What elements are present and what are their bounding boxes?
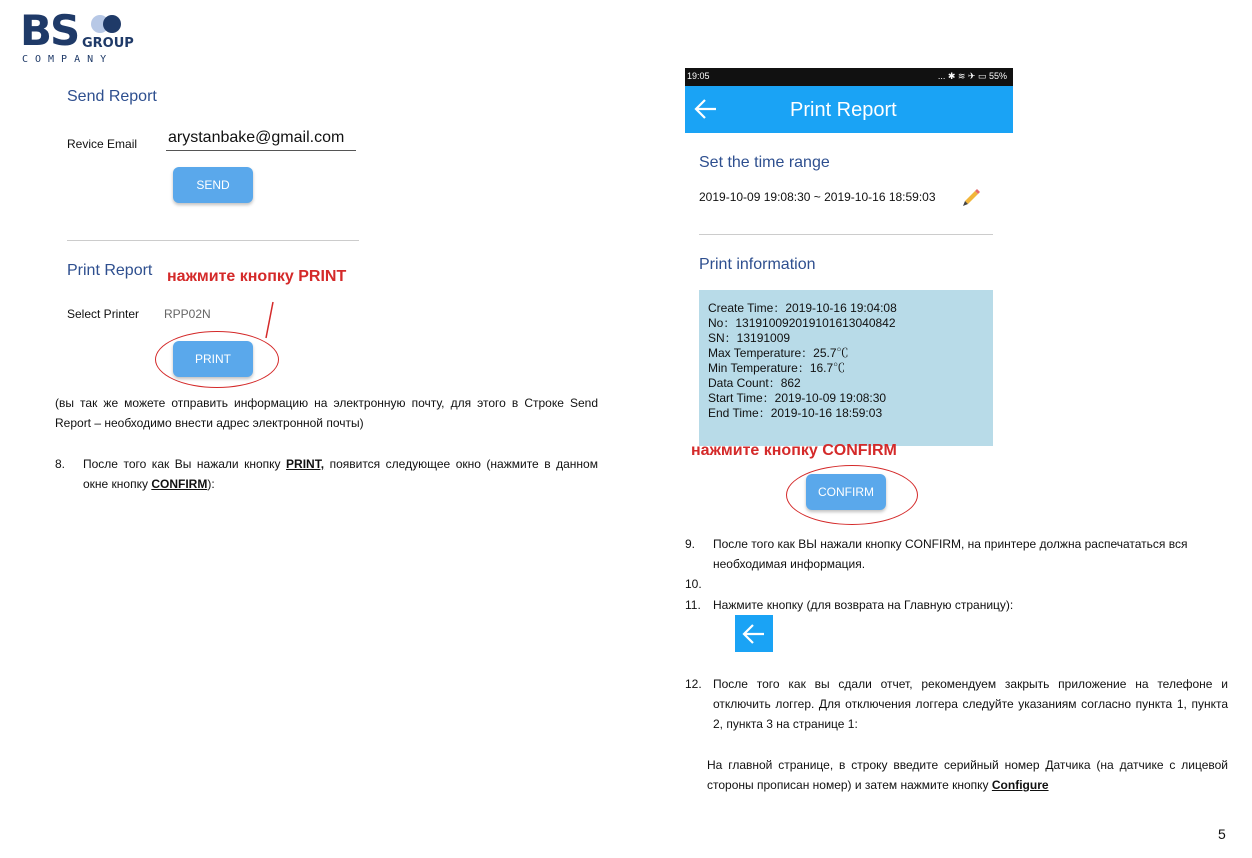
info-line: Data Count：862 <box>708 376 801 390</box>
info-line: Min Temperature：16.7℃ <box>708 361 846 375</box>
info-line: Create Time：2019-10-16 19:04:08 <box>708 301 897 315</box>
confirm-link: CONFIRM <box>151 477 208 491</box>
email-note-paragraph: (вы так же можете отправить информацию на электронную почту, для этого в Строке Send Report – необходимо внести адрес электронной почты) <box>55 396 598 430</box>
time-range-value: 2019-10-09 19:08:30 ~ 2019-10-16 18:59:03 <box>699 190 936 204</box>
print-report-title: Print Report <box>67 262 153 279</box>
item-11-number: 11. <box>685 598 701 612</box>
email-field[interactable]: arystanbake@gmail.com <box>168 129 345 146</box>
item-8-number: 8. <box>55 457 66 471</box>
item-12-number: 12. <box>685 677 702 691</box>
item-8-paragraph: После того как Вы нажали кнопку PRINT, появится следующее окно (нажмите в данном окне кнопку CONFIRM): <box>83 457 598 491</box>
back-arrow-icon[interactable] <box>693 96 719 122</box>
phone-divider <box>699 234 993 235</box>
phone-status-bar <box>685 68 1013 86</box>
printer-label: Select Printer <box>67 307 140 321</box>
item-12-paragraph: После того как вы сдали отчет, рекомендуем закрыть приложение на телефоне и отключить логгер. Для отключения логгера следуйте указаниям согласно пункта 1, пункта 2, пункта 3 на странице 1: <box>713 677 1228 731</box>
print-link: PRINT, <box>286 457 325 471</box>
printer-select[interactable]: RPP02N <box>164 307 211 321</box>
print-annotation: нажмите кнопку PRINT <box>167 268 347 285</box>
send-report-title: Send Report <box>67 88 157 105</box>
logo-group-text: GROUP <box>82 36 134 51</box>
email-label: Revice Email <box>67 137 138 151</box>
send-button[interactable]: SEND <box>173 167 253 203</box>
email-field-underline <box>166 150 356 151</box>
back-arrow-icon <box>741 621 767 647</box>
section-divider <box>67 240 359 241</box>
info-line: SN：13191009 <box>708 331 791 345</box>
logo-text: BS <box>20 6 79 55</box>
confirm-button[interactable]: CONFIRM <box>806 474 886 510</box>
info-line: Max Temperature：25.7℃ <box>708 346 849 360</box>
info-line: Start Time：2019-10-09 19:08:30 <box>708 391 887 405</box>
status-icons: ... ✱ ≋ ✈ ▭ 55% <box>937 71 1007 81</box>
confirm-annotation: нажмите кнопку CONFIRM <box>691 442 897 459</box>
item-9-number: 9. <box>685 537 696 551</box>
logo-company-text: COMPANY <box>22 54 114 65</box>
item-9-paragraph: После того как ВЫ нажали кнопку CONFIRM, на принтере должна распечататься вся необходимая информация. <box>713 537 1188 571</box>
pencil-icon[interactable] <box>961 187 981 207</box>
print-info-box <box>699 290 993 446</box>
logo-dots-icon <box>88 12 128 38</box>
status-time: 19:05 <box>687 71 710 81</box>
phone-app-bar <box>685 86 1013 133</box>
annotation-arrow-line <box>260 300 280 342</box>
configure-link: Configure <box>991 778 1049 792</box>
time-range-title: Set the time range <box>699 154 830 171</box>
item-11-paragraph: Нажмите кнопку (для возврата на Главную страницу): <box>713 598 1014 612</box>
back-button-sample[interactable] <box>735 615 773 652</box>
print-button[interactable]: PRINT <box>173 341 253 377</box>
info-line: End Time：2019-10-16 18:59:03 <box>708 406 883 420</box>
item-10-number: 10. <box>685 577 702 591</box>
phone-title: Print Report <box>790 99 897 121</box>
info-line: No：13191009201910161304084​2 <box>708 316 896 330</box>
final-paragraph: На главной странице, в строку введите серийный номер Датчика (на датчике с лицевой стороны прописан номер) и затем нажмите кнопку Configure <box>707 758 1228 792</box>
page-number: 5 <box>1218 826 1226 842</box>
print-info-title: Print information <box>699 256 816 273</box>
